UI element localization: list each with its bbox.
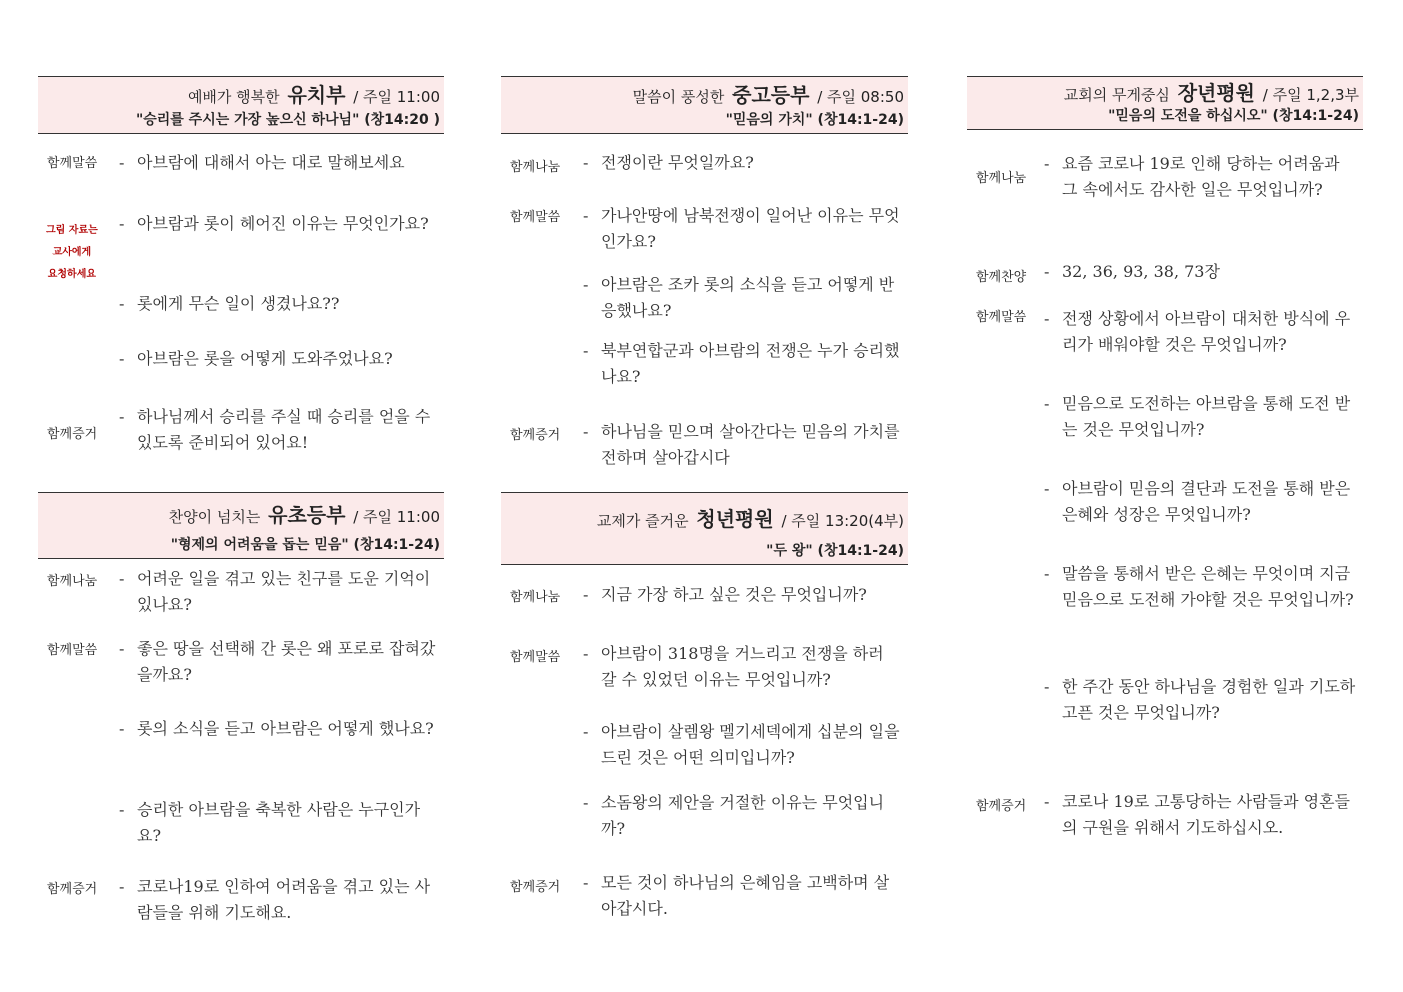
adult-name: 장년평원: [1177, 81, 1255, 105]
youth-witness-text: - 하나님을 믿으며 살아간다는 믿음의 가치를 전하며 살아갑시다: [583, 422, 900, 467]
elementary-time: / 주일 11:00: [353, 508, 440, 526]
young-adult-prefix: 교제가 즐거운: [596, 512, 689, 530]
adult-question-4: - 말씀을 통해서 받은 은혜는 무엇이며 지금 믿음으로 도전해 가야할 것은 무엇입니까?: [1044, 564, 1354, 609]
elementary-sharing-label: 함께나눔: [47, 574, 98, 589]
youth-sharing-text: - 전쟁이란 무엇일까요?: [583, 153, 754, 172]
kindergarten-question-3: - 롯에게 무슨 일이 생겼나요??: [119, 294, 340, 313]
adult-question-3: - 아브람이 믿음의 결단과 도전을 통해 받은 은혜와 성장은 무엇입니까?: [1044, 479, 1351, 524]
young-adult-title: [597, 503, 904, 532]
young-adult-sharing-label: 함께나눔: [510, 590, 561, 605]
kindergarten-time: / 주일 11:00: [353, 88, 440, 106]
kindergarten-question-1: - 아브람에 대해서 아는 대로 말해보세요: [119, 153, 405, 172]
adult-time: / 주일 1,2,3부: [1262, 86, 1359, 104]
elementary-sharing-text: - 어려운 일을 겪고 있는 친구를 도운 기억이 있나요?: [119, 569, 431, 614]
elementary-witness-text: - 코로나19로 인하여 어려움을 겪고 있는 사람들을 위해 기도해요.: [119, 877, 431, 922]
young-adult-header: [501, 492, 908, 565]
young-adult-name: 청년평원: [696, 507, 774, 531]
kindergarten-subtitle: "승리를 주시는 가장 높으신 하나님" (창14:20 ): [135, 112, 440, 128]
young-adult-witness-text: - 모든 것이 하나님의 은혜임을 고백하며 살아갑시다.: [583, 873, 890, 918]
elementary-question-2: - 롯의 소식을 듣고 아브람은 어떻게 했나요?: [119, 719, 434, 738]
young-adult-subtitle: "두 왕" (창14:1-24): [766, 543, 904, 559]
kindergarten-witness-label: 함께증거: [47, 427, 98, 442]
youth-header: [501, 76, 908, 134]
elementary-question-3: - 승리한 아브람을 축복한 사람은 누구인가요?: [119, 800, 421, 845]
elementary-witness-label: 함께증거: [47, 882, 98, 897]
adult-question-2: - 믿음으로 도전하는 아브람을 통해 도전 받는 것은 무엇입니까?: [1044, 394, 1351, 439]
kindergarten-question-4: - 아브람은 롯을 어떻게 도와주었나요?: [119, 349, 393, 368]
young-adult-witness-label: 함께증거: [510, 880, 561, 895]
elementary-word-label: 함께말씀: [47, 643, 98, 658]
adult-header: [967, 76, 1363, 130]
youth-sharing-label: 함께나눔: [510, 160, 561, 175]
note-line-3: 요청하세요: [47, 269, 97, 280]
kindergarten-header: [38, 76, 444, 134]
kindergarten-question-2: - 아브람과 롯이 헤어진 이유는 무엇인가요?: [119, 214, 429, 233]
kindergarten-word-label: 함께말씀: [47, 156, 98, 171]
teacher-request-note: [46, 220, 98, 286]
elementary-prefix: 찬양이 넘치는: [168, 508, 261, 526]
young-adult-question-3: - 소돔왕의 제안을 거절한 이유는 무엇입니까?: [583, 793, 885, 838]
kindergarten-title: [188, 79, 440, 108]
adult-praise-label: 함께찬양: [976, 270, 1027, 285]
youth-prefix: 말씀이 풍성한: [632, 88, 725, 106]
adult-witness-text: - 코로나 19로 고통당하는 사람들과 영혼들의 구원을 위해서 기도하십시오.: [1044, 792, 1350, 837]
youth-subtitle: "믿음의 가치" (창14:1-24): [725, 112, 904, 128]
young-adult-question-2: - 아브람이 살렘왕 멜기세덱에게 십분의 일을 드린 것은 어떤 의미입니까?: [583, 722, 900, 767]
adult-sharing-label: 함께나눔: [976, 171, 1027, 186]
adult-sharing-text: - 요즘 코로나 19로 인해 당하는 어려움과 그 속에서도 감사한 일은 무엇입니까?: [1044, 154, 1340, 199]
elementary-header: [38, 492, 444, 559]
adult-question-1: - 전쟁 상황에서 아브람이 대처한 방식에 우리가 배워야할 것은 무엇입니까?: [1044, 309, 1351, 354]
youth-time: / 주일 08:50: [817, 88, 904, 106]
youth-word-label: 함께말씀: [510, 210, 561, 225]
adult-word-label: 함께말씀: [976, 310, 1027, 325]
adult-title: [1064, 77, 1359, 106]
adult-prefix: 교회의 무게중심: [1063, 86, 1170, 104]
elementary-question-1: - 좋은 땅을 선택해 간 롯은 왜 포로로 잡혀갔을까요?: [119, 639, 436, 684]
youth-name: 중고등부: [732, 83, 810, 107]
adult-witness-label: 함께증거: [976, 799, 1027, 814]
kindergarten-witness-text: - 하나님께서 승리를 주실 때 승리를 얻을 수 있도록 준비되어 있어요!: [119, 407, 431, 452]
adult-question-5: - 한 주간 동안 하나님을 경험한 일과 기도하고픈 것은 무엇입니까?: [1044, 677, 1356, 722]
young-adult-time: / 주일 13:20(4부): [781, 512, 904, 530]
elementary-subtitle: "형제의 어려움을 돕는 믿음" (창14:1-24): [170, 537, 440, 553]
youth-witness-label: 함께증거: [510, 428, 561, 443]
youth-question-1: - 가나안땅에 남북전쟁이 일어난 이유는 무엇인가요?: [583, 206, 900, 251]
kindergarten-name: 유치부: [287, 83, 346, 107]
adult-praise-text: - 32, 36, 93, 38, 73장: [1044, 262, 1220, 281]
young-adult-question-1: - 아브람이 318명을 거느리고 전쟁을 하러 갈 수 있었던 이유는 무엇입니까?: [583, 644, 884, 689]
young-adult-sharing-text: - 지금 가장 하고 싶은 것은 무엇입니까?: [583, 585, 867, 604]
young-adult-word-label: 함께말씀: [510, 650, 561, 665]
youth-question-2: - 아브람은 조카 롯의 소식을 듣고 어떻게 반응했나요?: [583, 275, 895, 320]
adult-subtitle: "믿음의 도전을 하십시오" (창14:1-24): [1108, 108, 1359, 124]
youth-title: [633, 79, 904, 108]
note-line-1: 그림 자료는: [46, 225, 98, 236]
elementary-title: [169, 499, 440, 528]
elementary-name: 유초등부: [268, 503, 346, 527]
note-line-2: 교사에게: [52, 247, 92, 258]
kindergarten-prefix: 예배가 행복한: [187, 88, 280, 106]
youth-question-3: - 북부연합군과 아브람의 전쟁은 누가 승리했나요?: [583, 341, 900, 386]
